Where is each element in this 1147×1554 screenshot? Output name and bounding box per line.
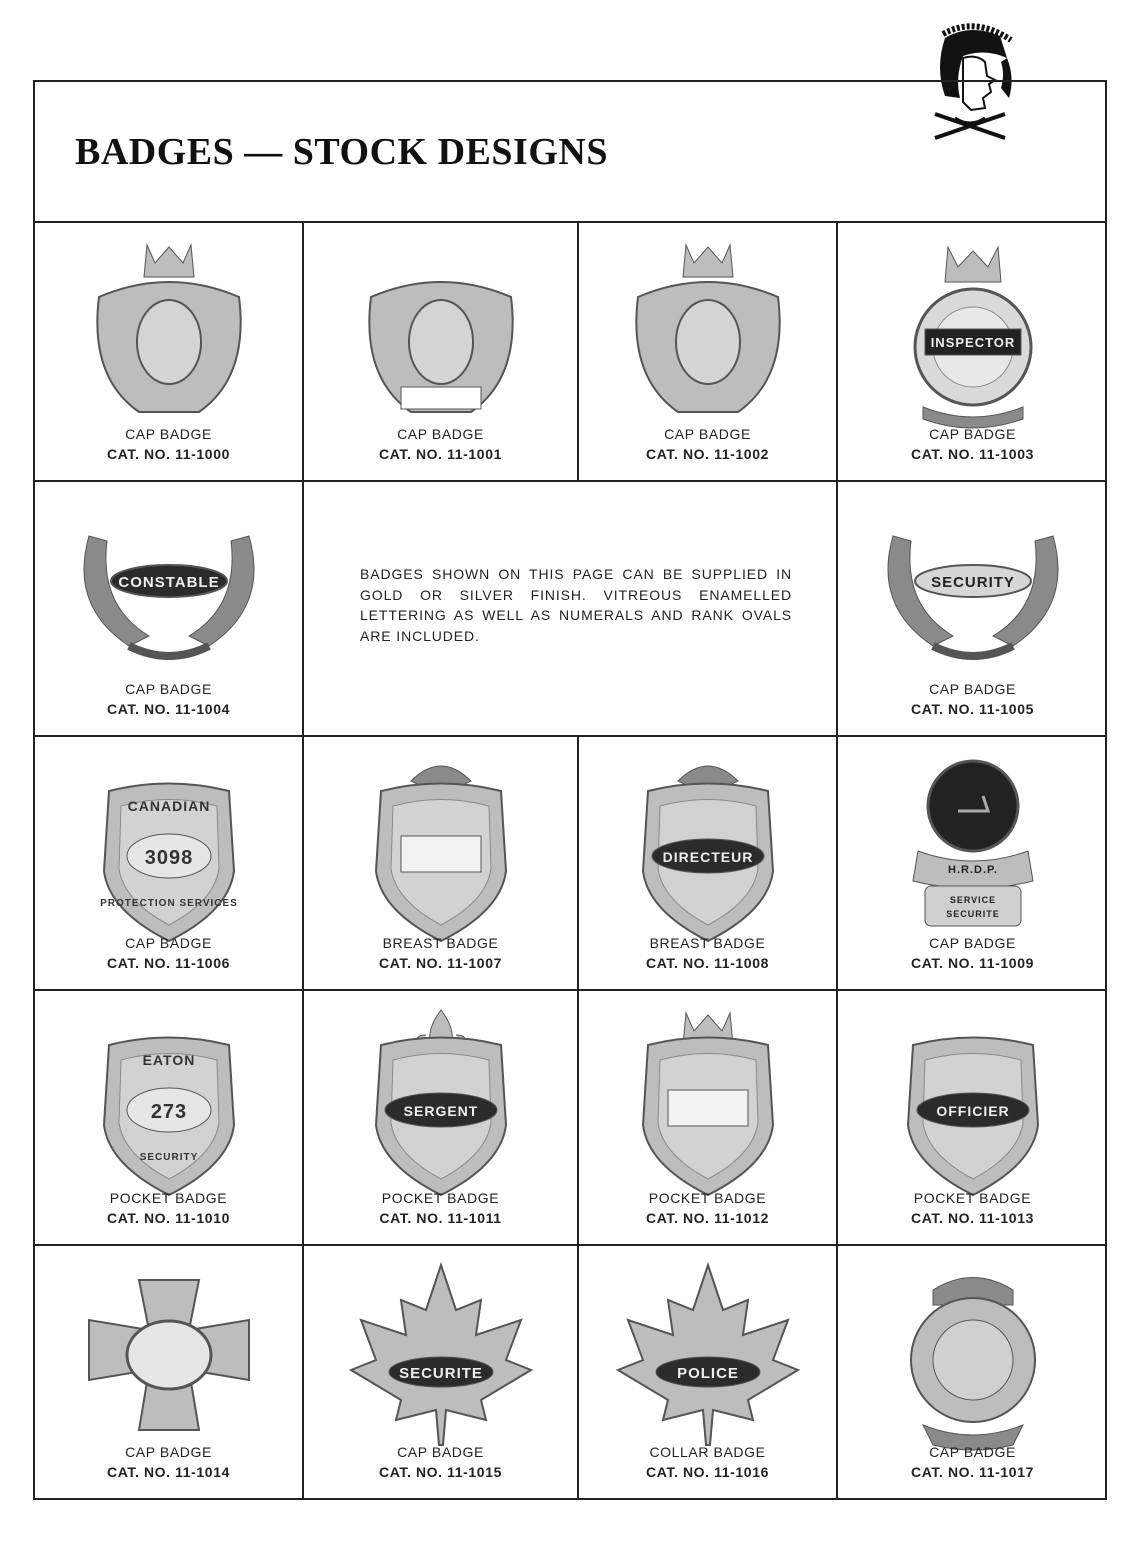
info-note-cell [304, 482, 838, 737]
badge-cell [304, 223, 579, 482]
badge-cell [579, 991, 838, 1246]
eagle-shield-badge-icon [598, 751, 818, 951]
badge-caption [838, 933, 1107, 973]
badge-type: CAP BADGE [125, 1444, 212, 1460]
svg-text:CANADIAN: CANADIAN [127, 798, 210, 814]
badge-cell [838, 1246, 1107, 1500]
catalog-number: CAT. NO. 11-1014 [107, 1464, 230, 1480]
badge-caption [304, 1442, 577, 1482]
catalog-number: CAT. NO. 11-1006 [107, 955, 230, 971]
badge-type: POCKET BADGE [648, 1190, 767, 1206]
svg-text:EATON: EATON [142, 1052, 195, 1068]
badge-caption [35, 1442, 302, 1482]
svg-text:SECURITY: SECURITY [139, 1152, 198, 1163]
catalog-number: CAT. NO. 11-1004 [107, 701, 230, 717]
crown-ring-badge-icon [863, 237, 1083, 437]
catalog-number: CAT. NO. 11-1000 [107, 446, 230, 462]
badge-cell [838, 482, 1107, 737]
svg-text:CONSTABLE: CONSTABLE [117, 574, 220, 591]
catalog-number: CAT. NO. 11-1015 [379, 1464, 502, 1480]
badge-cell [304, 737, 579, 991]
badge-type: CAP BADGE [397, 1444, 484, 1460]
badge-type: CAP BADGE [929, 426, 1016, 442]
badge-type: POCKET BADGE [109, 1190, 228, 1206]
badge-type: CAP BADGE [929, 681, 1016, 697]
badge-cell [35, 991, 304, 1246]
page-title: BADGES — STOCK DESIGNS [75, 131, 608, 173]
catalog-frame [33, 80, 1107, 1500]
catalog-number: CAT. NO. 11-1001 [379, 446, 502, 462]
badge-caption [838, 424, 1107, 464]
badge-caption [35, 1188, 302, 1228]
catalog-number: CAT. NO. 11-1012 [646, 1210, 769, 1226]
badge-cell [35, 1246, 304, 1500]
badge-type: POCKET BADGE [913, 1190, 1032, 1206]
badge-caption [838, 1442, 1107, 1482]
crown-shield-badge-icon [598, 1005, 818, 1205]
catalog-number: CAT. NO. 11-1016 [646, 1464, 769, 1480]
badge-caption [35, 679, 302, 719]
badge-caption [838, 679, 1107, 719]
catalog-number: CAT. NO. 11-1007 [379, 955, 502, 971]
badge-caption [35, 933, 302, 973]
catalog-number: CAT. NO. 11-1009 [911, 955, 1034, 971]
wreath-oval-badge-icon [59, 496, 279, 696]
fleur-de-lis-shield-badge-icon [331, 1005, 551, 1205]
badge-type: COLLAR BADGE [649, 1444, 766, 1460]
badge-caption [579, 424, 836, 464]
svg-text:SECURITE: SECURITE [398, 1365, 483, 1382]
badge-grid [35, 223, 1105, 1500]
shield-badge-icon [863, 1005, 1083, 1205]
page-header [35, 82, 1105, 223]
badge-caption [579, 1188, 836, 1228]
eagle-shield-badge-icon [331, 751, 551, 951]
badge-caption [304, 424, 577, 464]
badge-type: CAP BADGE [397, 426, 484, 442]
badge-cell [838, 991, 1107, 1246]
badge-caption [838, 1188, 1107, 1228]
crest-nameplate-badge-icon [331, 237, 551, 437]
badge-type: BREAST BADGE [649, 935, 766, 951]
badge-cell [304, 1246, 579, 1500]
svg-text:273: 273 [150, 1101, 187, 1123]
svg-text:3098: 3098 [144, 847, 193, 869]
catalog-number: CAT. NO. 11-1003 [911, 446, 1034, 462]
badge-cell [304, 991, 579, 1246]
badge-type: CAP BADGE [125, 426, 212, 442]
finish-note: BADGES SHOWN ON THIS PAGE CAN BE SUPPLIED IN GOLD OR SILVER FINISH. VITREOUS ENAMELLED LETTERING AS WELL AS NUMERALS AND RANK OVALS ARE INCLUDED. [360, 566, 792, 644]
catalog-number: CAT. NO. 11-1002 [646, 446, 769, 462]
badge-cell [35, 737, 304, 991]
svg-text:PROTECTION SERVICES: PROTECTION SERVICES [99, 898, 238, 909]
badge-caption [304, 1188, 577, 1228]
svg-text:INSPECTOR: INSPECTOR [930, 335, 1015, 350]
badge-cell [838, 737, 1107, 991]
wreath-oval-badge-icon [863, 496, 1083, 696]
svg-text:SECURITY: SECURITY [930, 574, 1015, 591]
svg-text:SECURITE: SECURITE [945, 909, 1000, 919]
crown-crest-badge-icon [598, 237, 818, 437]
badge-caption [579, 1442, 836, 1482]
badge-cell [579, 737, 838, 991]
badge-cell [35, 223, 304, 482]
shield-badge-icon [59, 751, 279, 951]
catalog-number: CAT. NO. 11-1005 [911, 701, 1034, 717]
badge-type: CAP BADGE [125, 935, 212, 951]
catalog-number: CAT. NO. 11-1010 [107, 1210, 230, 1226]
shield-badge-icon [59, 1005, 279, 1205]
maple-leaf-badge-icon [598, 1260, 818, 1460]
svg-text:DIRECTEUR: DIRECTEUR [662, 849, 753, 865]
maltese-cross-badge-icon [59, 1260, 279, 1460]
svg-text:H.R.D.P.: H.R.D.P. [947, 864, 998, 876]
badge-type: CAP BADGE [929, 935, 1016, 951]
badge-cell [579, 223, 838, 482]
catalog-number: CAT. NO. 11-1008 [646, 955, 769, 971]
svg-text:SERVICE: SERVICE [949, 895, 996, 905]
badge-caption [304, 933, 577, 973]
svg-text:SERGENT: SERGENT [403, 1103, 478, 1119]
svg-text:OFFICIER: OFFICIER [935, 1103, 1010, 1119]
badge-type: CAP BADGE [664, 426, 751, 442]
badge-type: CAP BADGE [929, 1444, 1016, 1460]
catalog-number: CAT. NO. 11-1017 [911, 1464, 1034, 1480]
round-eagle-badge-icon [863, 1260, 1083, 1460]
svg-text:POLICE: POLICE [676, 1365, 739, 1382]
badge-type: POCKET BADGE [381, 1190, 500, 1206]
badge-caption [579, 933, 836, 973]
catalog-number: CAT. NO. 11-1013 [911, 1210, 1034, 1226]
badge-caption [35, 424, 302, 464]
badge-type: BREAST BADGE [382, 935, 499, 951]
badge-cell [838, 223, 1107, 482]
badge-cell [35, 482, 304, 737]
catalog-number: CAT. NO. 11-1011 [379, 1210, 502, 1226]
emblem-badge-icon [863, 751, 1083, 951]
crown-wreath-badge-icon [59, 237, 279, 437]
badge-type: CAP BADGE [125, 681, 212, 697]
maple-leaf-badge-icon [331, 1260, 551, 1460]
badge-cell [579, 1246, 838, 1500]
